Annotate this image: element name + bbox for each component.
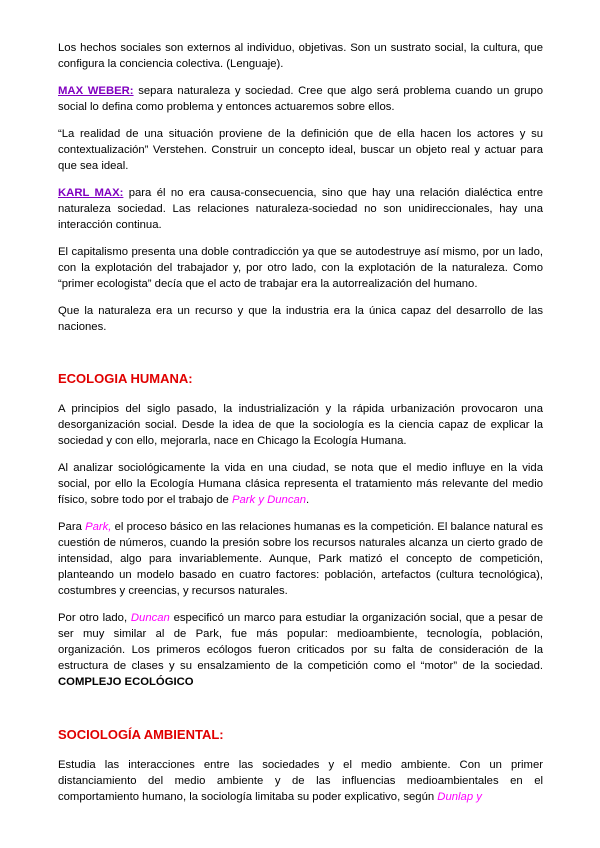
max-weber-text: separa naturaleza y sociedad. Cree que algo será problema cuando un grupo social lo defina como problema y entonces actuaremos sobre ellos.: [58, 85, 543, 113]
spacer: [58, 701, 543, 727]
paragraph-capitalismo: El capitalismo presenta una doble contradicción ya que se autodestruye así mismo, por un lado, con la explotación del trabajador y, por otro lado, con la explotación de la naturaleza. Como “primer ecologista” decía que el acto de trabajar era la autorrealización del humano.: [58, 246, 543, 290]
author-name-karl-max: KARL MAX:: [58, 187, 124, 199]
duncan-intro: Por otro lado,: [58, 612, 131, 624]
heading-ecologia-humana: ECOLOGIA HUMANA:: [58, 371, 193, 386]
citation-park-duncan: Park y Duncan: [231, 494, 307, 506]
paragraph-duncan: [58, 610, 543, 690]
complejo-ecologico-term: COMPLEJO ECOLÓGICO: [58, 676, 194, 688]
author-name-max-weber: MAX WEBER:: [58, 85, 134, 97]
karl-max-text: para él no era causa-consecuencia, sino que hay una relación dialéctica entre naturaleza sociedad. Las relaciones naturaleza-sociedad no son unidireccionales, hay una interacción continua.: [58, 187, 543, 231]
paragraph-karl-max: [58, 185, 543, 233]
sociologia-ambiental-text: Estudia las interacciones entre las sociedades y el medio ambiente. Con un primer distanciamiento del medio ambiente y de las influencias medioambientales en el comportamiento humano, la sociología limitaba su poder explicativo, según: [58, 759, 543, 803]
heading-sociologia-ambiental: SOCIOLOGÍA AMBIENTAL:: [58, 727, 224, 742]
park-text: el proceso básico en las relaciones humanas es la competición. El balance natural es cuestión de números, cuando la presión sobre los recursos naturales alcanza un cierto grado de intensidad, algo para invariablemente. Aunque, Park matizó el concepto de competición, planteando un modelo basado en cuatro factores: población, artefactos (cultura tecnológica), costumbres y creencias, y recursos naturales.: [58, 521, 543, 597]
duncan-text: especificó un marco para estudiar la organización social, que a pesar de ser muy similar al de Park, fue más popular: medioambiente, tecnología, población, organización. Los primeros ecólogos fueron criticados por su falta de consideración de la estructura de clases y su ensalzamiento de la competición como el “motor” de la sociedad.: [58, 612, 543, 672]
period: .: [306, 494, 310, 506]
park-intro: Para: [58, 521, 86, 533]
paragraph-verstehen-quote: “La realidad de una situación proviene de la definición que de ella hacen los actores y su contextualización” Verstehen. Construir un concepto ideal, buscar un objeto real y actuar para que sea ideal.: [58, 128, 543, 172]
paragraph-ecologia-origen: A principios del siglo pasado, la industrialización y la rápida urbanización provocaron una desorganización social. Desde la idea de que la sociología es la ciencia capaz de explicar la sociedad y con ello, mejorarla, nace en Chicago la Ecología Humana.: [58, 403, 543, 447]
paragraph-park: [58, 519, 543, 599]
citation-duncan: Duncan: [130, 612, 170, 624]
ecologia-ciudad-text: Al analizar sociológicamente la vida en una ciudad, se nota que el medio influye en la vida social, por ello la Ecología Humana clásica representa el tratamiento más relevante del medio físico, sobre todo por el trabajo de: [58, 462, 543, 506]
paragraph-naturaleza-recurso: Que la naturaleza era un recurso y que la industria era la única capaz del desarrollo de las naciones.: [58, 305, 543, 333]
citation-dunlap: Dunlap y: [437, 791, 482, 803]
paragraph-ecologia-ciudad: [58, 460, 543, 508]
citation-park: Park,: [85, 521, 112, 533]
paragraph-hechos-sociales: Los hechos sociales son externos al individuo, objetivas. Son un sustrato social, la cultura, que configura la conciencia colectiva. (Lenguaje).: [58, 42, 543, 70]
spacer: [58, 346, 543, 371]
paragraph-sociologia-ambiental: [58, 757, 543, 805]
paragraph-max-weber: [58, 83, 543, 115]
document-page: [58, 40, 543, 816]
